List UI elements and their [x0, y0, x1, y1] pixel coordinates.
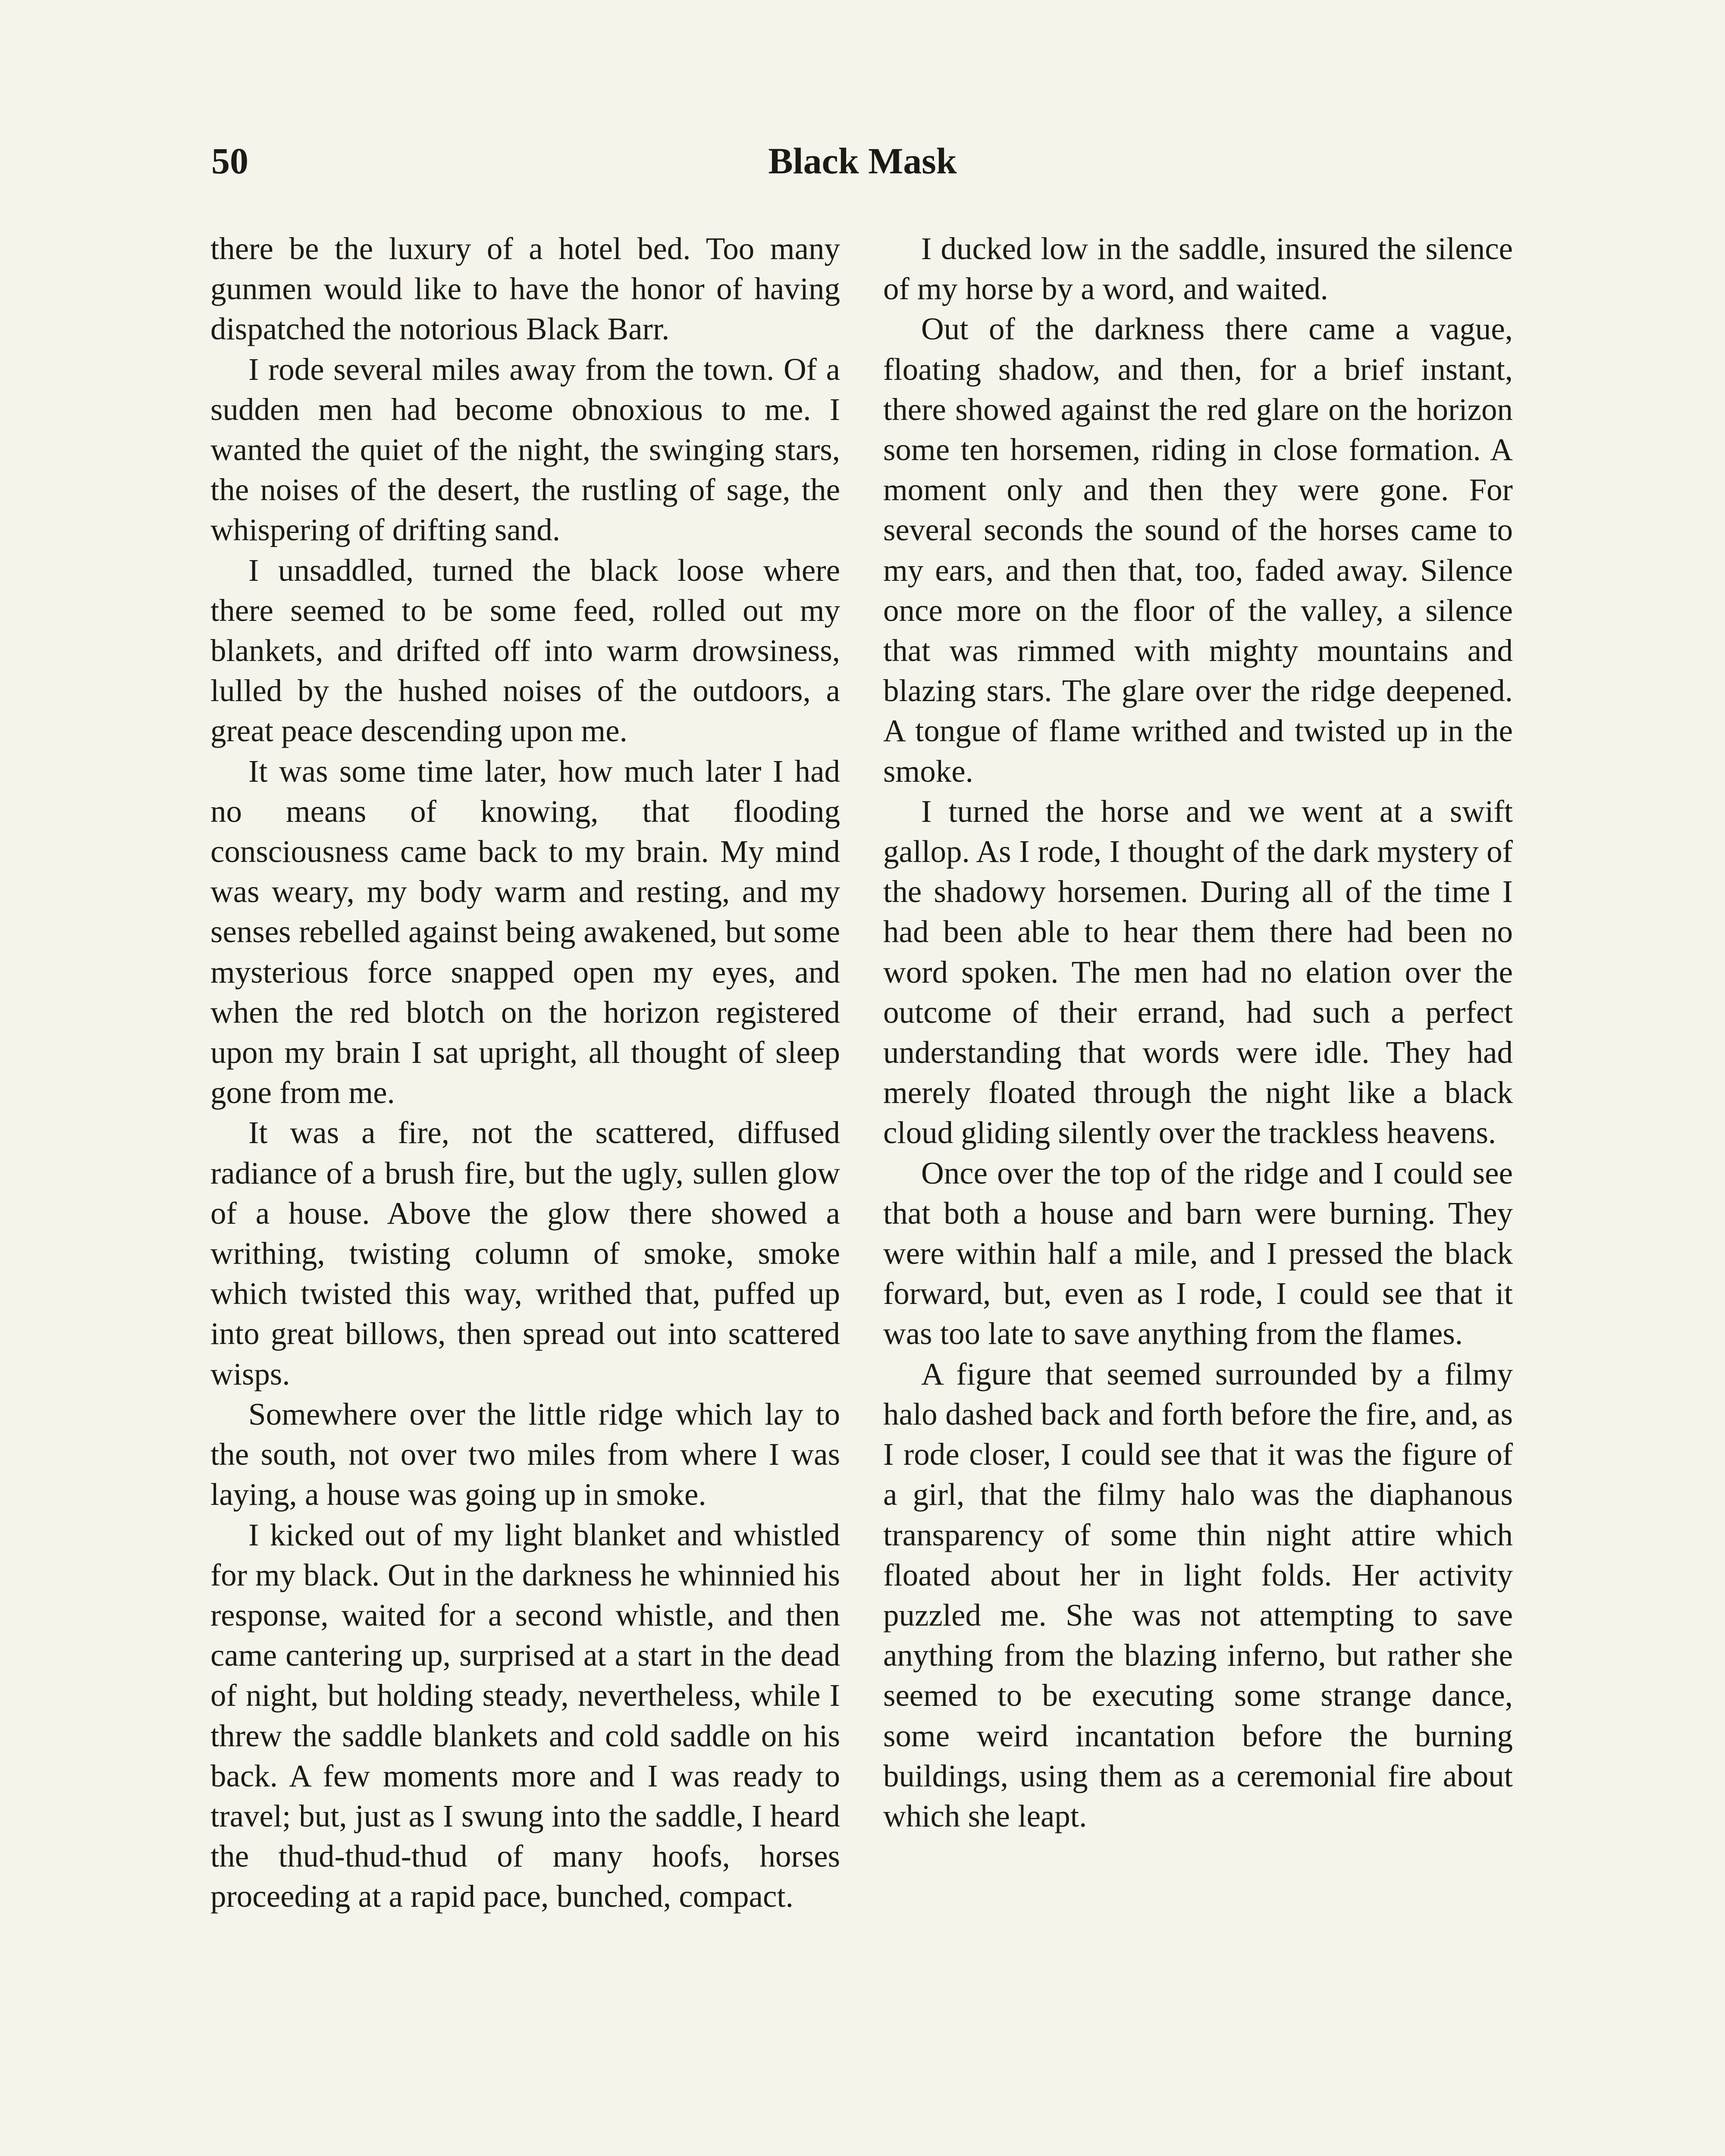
left-text-column	[210, 229, 840, 1917]
paragraph: I rode several miles away from the town. Of a sudden men had become obnoxious to me. I wanted the quiet of the night, the swinging stars, the noises of the desert, the rustling of sage, the whispering of drifting sand.	[210, 351, 840, 548]
page-number: 50	[211, 140, 248, 182]
paragraph: Out of the darkness there came a vague, floating shadow, and then, for a brief instant, there showed against the red glare on the horizon some ten horsemen, riding in close formation. A moment only and then they were gone. For several seconds the sound of the horses came to my ears, and then that, too, faded away. Silence once more on the floor of the valley, a silence that was rimmed with mighty mountains and blazing stars. The glare over the ridge deepened. A tongue of flame writhed and twisted up in the smoke.	[883, 311, 1513, 789]
paragraph: It was some time later, how much later I had no means of knowing, that flooding consciousness came back to my brain. My mind was weary, my body warm and resting, and my senses rebelled against being awakened, but some mysterious force snapped open my eyes, and when the red blotch on the horizon registered upon my brain I sat upright, all thought of sleep gone from me.	[210, 753, 840, 1110]
paragraph: I ducked low in the saddle, insured the silence of my horse by a word, and waited.	[883, 231, 1513, 307]
paragraph: Somewhere over the little ridge which lay to the south, not over two miles from where I was laying, a house was going up in smoke.	[210, 1396, 840, 1512]
paragraph: It was a fire, not the scattered, diffused radiance of a brush fire, but the ugly, sullen glow of a house. Above the glow there showed a writhing, twisting column of smoke, smoke which twisted this way, writhed that, puffed up into great billows, then spread out into scattered wisps.	[210, 1115, 840, 1391]
paragraph: I unsaddled, turned the black loose where there seemed to be some feed, rolled out my blankets, and drifted off into warm drowsiness, lulled by the hushed noises of the outdoors, a great peace descending upon me.	[210, 552, 840, 749]
right-text-column	[883, 229, 1513, 1836]
paragraph: there be the luxury of a hotel bed. Too many gunmen would like to have the honor of having dispatched the notorious Black Barr.	[210, 231, 840, 347]
paragraph: I turned the horse and we went at a swift gallop. As I rode, I thought of the dark mystery of the shadowy horsemen. During all of the time I had been able to hear them there had been no word spoken. The men had no elation over the outcome of their errand, had such a perfect understanding that words were idle. They had merely floated through the night like a black cloud gliding silently over the trackless heavens.	[883, 793, 1513, 1150]
paragraph: Once over the top of the ridge and I could see that both a house and barn were burning. They were within half a mile, and I pressed the black forward, but, even as I rode, I could see that it was too late to save anything from the flames.	[883, 1155, 1513, 1351]
magazine-title: Black Mask	[768, 140, 957, 182]
paragraph: A figure that seemed surrounded by a filmy halo dashed back and forth before the fire, and, as I rode closer, I could see that it was the figure of a girl, that the filmy halo was the diaphanous transparency of some thin night attire which floated about her in light folds. Her activity puzzled me. She was not attempting to save anything from the blazing inferno, but rather she seemed to be executing some strange dance, some weird incantation before the burning buildings, using them as a ceremonial fire about which she leapt.	[883, 1356, 1513, 1833]
paragraph: I kicked out of my light blanket and whistled for my black. Out in the darkness he whinnied his response, waited for a second whistle, and then came cantering up, surprised at a start in the dead of night, but holding steady, nevertheless, while I threw the saddle blankets and cold saddle on his back. A few moments more and I was ready to travel; but, just as I swung into the saddle, I heard the thud-thud-thud of many hoofs, horses proceeding at a rapid pace, bunched, compact.	[210, 1517, 840, 1914]
